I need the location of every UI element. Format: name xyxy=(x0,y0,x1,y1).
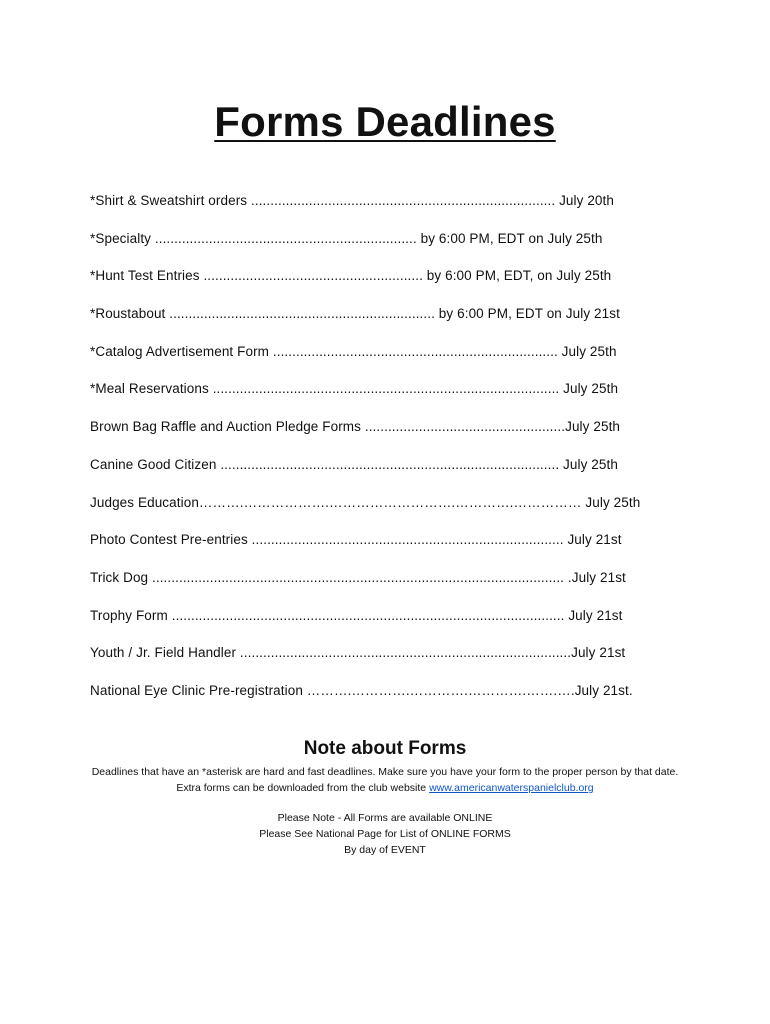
note-line-2: Please See National Page for List of ONLINE FORMS xyxy=(259,828,511,840)
club-website-link[interactable]: www.americanwaterspanielclub.org xyxy=(429,782,594,794)
deadline-item-trophy-form: Trophy Form ...................................................................................................... July 21st xyxy=(90,607,623,623)
deadline-item-hunt-test: *Hunt Test Entries ......................................................... by 6:00 PM, EDT, on July 25th xyxy=(90,268,612,284)
deadline-item-youth-field-handler: Youth / Jr. Field Handler ......................................................................................July 21st xyxy=(90,645,626,661)
online-forms-note xyxy=(0,810,770,858)
deadline-item-photo-contest: Photo Contest Pre-entries ................................................................................. July 21st xyxy=(90,532,622,548)
deadlines-list xyxy=(90,192,650,720)
note-title: Note about Forms xyxy=(303,738,467,759)
note-line-1: Please Note - All Forms are available ONLINE xyxy=(277,812,493,824)
deadline-item-meal-reservations: *Meal Reservations .......................................................................................... July 25th xyxy=(90,381,619,397)
deadline-item-trick-dog: Trick Dog ........................................................................................................... .July 21st xyxy=(90,569,626,585)
deadline-item-specialty: *Specialty .................................................................... by 6:00 PM, EDT on July 25th xyxy=(90,230,603,246)
deadline-item-judges-education: Judges Education……….……………….……………………….………….…………… July 25th xyxy=(90,494,641,510)
note-line-3: By day of EVENT xyxy=(344,844,426,856)
deadline-item-roustabout: *Roustabout ..................................................................... by 6:00 PM, EDT on July 21st xyxy=(90,306,620,322)
deadline-item-catalog-ad: *Catalog Advertisement Form .......................................................................... July 25th xyxy=(90,343,617,359)
deadline-item-shirt-sweatshirt: *Shirt & Sweatshirt orders ............................................................................... July 20th xyxy=(90,193,614,208)
deadline-item-canine-good-citizen: Canine Good Citizen ........................................................................................ July 25th xyxy=(90,456,618,472)
deadline-item-brown-bag-raffle: Brown Bag Raffle and Auction Pledge Forms ....................................................July 25th xyxy=(90,419,621,435)
deadline-item-eye-clinic: National Eye Clinic Pre-registration ……….………….………….………….…….….July 21st. xyxy=(90,682,633,698)
note-body xyxy=(80,764,690,796)
page-title: Forms Deadlines xyxy=(214,98,556,145)
note-body-text: Deadlines that have an *asterisk are hard and fast deadlines. Make sure you have your form to the proper person by that date. Extra forms can be downloaded from the club website xyxy=(91,766,679,794)
